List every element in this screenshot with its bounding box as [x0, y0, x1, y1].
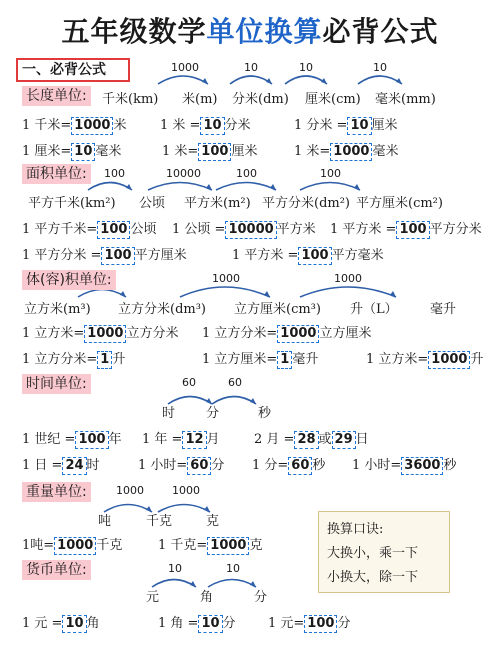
unit: 分米(dm)	[232, 92, 289, 107]
unit: 千米(km)	[102, 92, 159, 107]
formula: 1 角 = 10 分	[158, 616, 236, 631]
category-time: 时间单位:	[22, 374, 91, 394]
formula: 1 公顷 = 10000 平方米	[172, 222, 316, 237]
category-weight: 重量单位:	[22, 482, 91, 502]
formula: 1 立方厘米= 1 毫升	[202, 352, 319, 367]
formula: 1 立方米= 1000 立方分米	[22, 326, 179, 341]
arc-label: 1000	[171, 61, 199, 74]
formula: 1 立方分米= 1000 立方厘米	[202, 326, 372, 341]
unit: 毫升	[430, 302, 457, 317]
unit: 平方分米(dm²)	[262, 196, 351, 211]
unit: 米(m)	[182, 92, 218, 107]
formula: 1吨= 1000 千克	[22, 538, 123, 553]
formula: 1 厘米= 10 毫米	[22, 144, 122, 159]
formula: 1 平方米 = 100 平方毫米	[232, 248, 384, 263]
tip-line: 小换大，除一下	[327, 570, 419, 585]
arc-label: 1000	[334, 272, 362, 285]
formula: 1 立方米= 1000 升	[366, 352, 484, 367]
unit: 分	[254, 590, 268, 605]
arc-label: 60	[182, 376, 196, 389]
tip-title: 换算口诀:	[327, 522, 384, 537]
arc-label: 10	[244, 61, 258, 74]
formula: 1 米= 100 厘米	[162, 144, 258, 159]
formula: 2 月 = 28 或 29 日	[254, 432, 369, 447]
tip-line: 大换小，乘一下	[327, 546, 419, 561]
arc-label: 10	[299, 61, 313, 74]
unit: 秒	[258, 406, 272, 421]
formula: 1 元= 100 分	[268, 616, 351, 631]
unit: 角	[200, 590, 214, 605]
unit: 克	[206, 514, 220, 529]
formula: 1 平方千米= 100 公顷	[22, 222, 157, 237]
page-title: 五年级数学单位换算必背公式	[61, 15, 439, 48]
arc-label: 1000	[212, 272, 240, 285]
arc-label: 10	[226, 562, 240, 575]
unit: 立方分米(dm³)	[118, 302, 207, 317]
category-length: 长度单位:	[22, 86, 91, 106]
unit: 平方米(m²)	[184, 196, 251, 211]
formula: 1 平方米 = 100 平方分米	[330, 222, 482, 237]
formula: 1 米 = 10 分米	[160, 118, 251, 133]
unit: 立方米(m³)	[24, 302, 91, 317]
unit: 千克	[146, 514, 173, 529]
arc-label: 100	[320, 167, 341, 180]
formula: 1 平方分米 = 100 平方厘米	[22, 248, 187, 263]
formula: 1 年 = 12 月	[142, 432, 220, 447]
formula: 1 元 = 10 角	[22, 616, 100, 631]
unit: 毫米(mm)	[375, 92, 436, 107]
unit: 平方厘米(cm²)	[356, 196, 443, 211]
unit: 厘米(cm)	[305, 92, 361, 107]
category-volume: 体(容)积单位:	[22, 270, 116, 290]
unit: 元	[146, 590, 160, 605]
unit: 升（L）	[350, 302, 398, 317]
unit: 平方千米(km²)	[28, 196, 116, 211]
formula: 1 千米= 1000 米	[22, 118, 127, 133]
formula: 1 世纪 = 100 年	[22, 432, 122, 447]
formula: 1 千克= 1000 克	[158, 538, 263, 553]
tip-box	[318, 511, 450, 593]
unit: 吨	[98, 514, 112, 529]
category-money: 货币单位:	[22, 560, 91, 580]
formula: 1 分= 60 秒	[252, 458, 326, 473]
formula: 1 日 = 24 时	[22, 458, 100, 473]
unit: 分	[206, 406, 220, 421]
unit: 公顷	[139, 196, 166, 211]
category-area: 面积单位:	[22, 164, 91, 184]
formula: 1 分米 = 10 厘米	[294, 118, 398, 133]
arc-label: 100	[236, 167, 257, 180]
unit: 立方厘米(cm³)	[234, 302, 321, 317]
section-heading: 一、必背公式	[16, 58, 130, 82]
arc-label: 1000	[116, 484, 144, 497]
arc-label: 1000	[172, 484, 200, 497]
arc-label: 10	[373, 61, 387, 74]
arc-label: 100	[104, 167, 125, 180]
arc-label: 10000	[166, 167, 201, 180]
arc-label: 60	[228, 376, 242, 389]
formula: 1 米= 1000 毫米	[294, 144, 399, 159]
formula: 1 立方分米= 1 升	[22, 352, 126, 367]
formula: 1 小时= 3600 秒	[352, 458, 457, 473]
unit: 时	[162, 406, 176, 421]
formula: 1 小时= 60 分	[138, 458, 225, 473]
arc-label: 10	[168, 562, 182, 575]
